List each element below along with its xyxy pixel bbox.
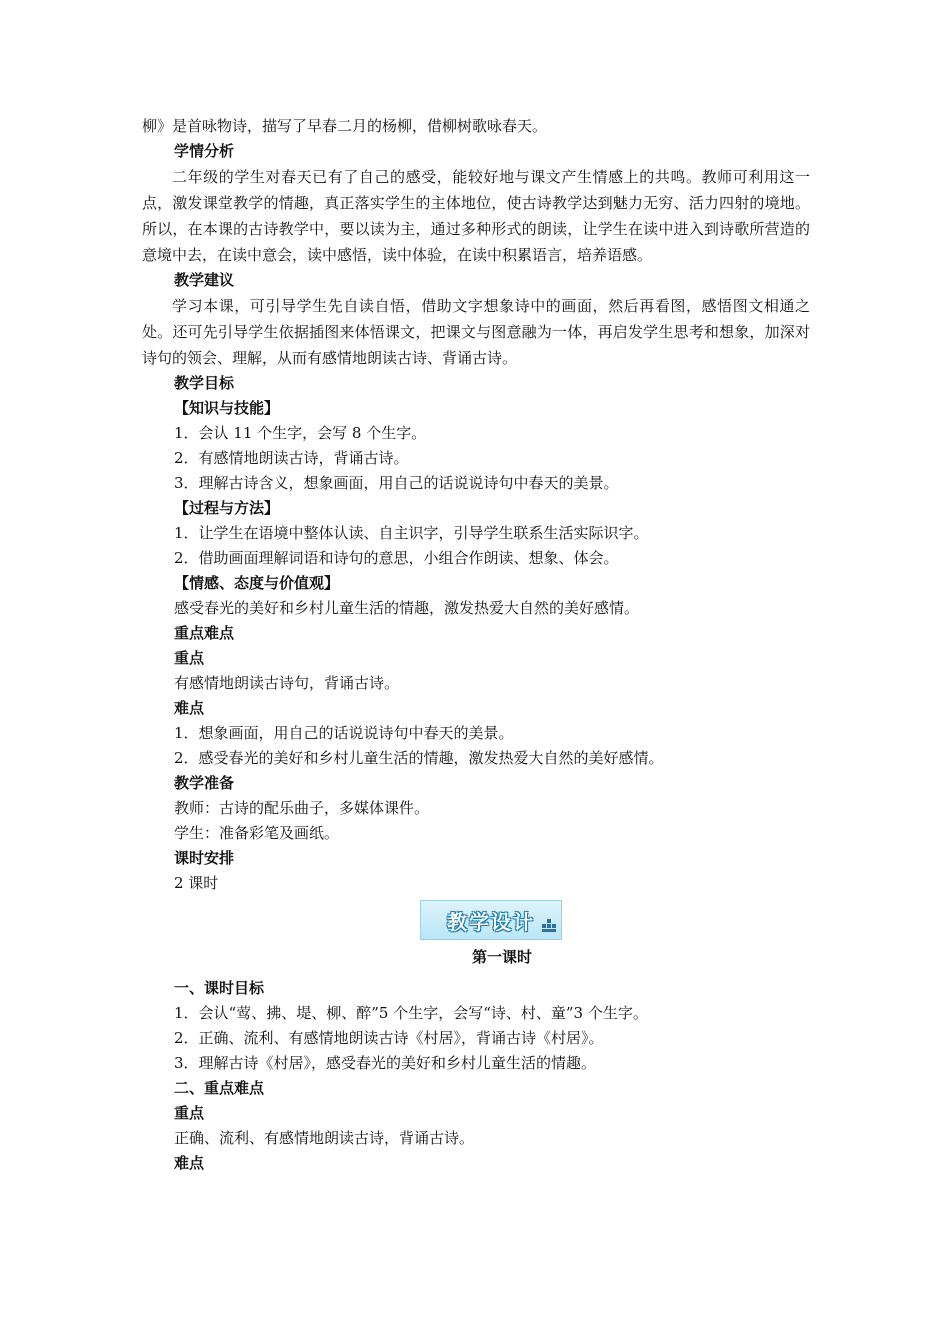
banner-label: 教学设计 — [447, 909, 535, 934]
knowledge-item: 1．会认 11 个生字，会写 8 个生字。 — [174, 424, 427, 442]
document-page — [142, 114, 810, 1176]
prep-teacher: 教师：古诗的配乐曲子，多媒体课件。 — [174, 799, 430, 817]
lesson-goal-title: 一、课时目标 — [174, 979, 265, 997]
schedule-value: 2 课时 — [174, 874, 219, 892]
process-item: 1．让学生在语境中整体认读、自主识字，引导学生联系生活实际识字。 — [174, 524, 649, 542]
lesson-zn-title: 二、重点难点 — [174, 1079, 265, 1097]
lesson-title: 第一课时 — [471, 948, 532, 966]
lesson-goal-item: 3．理解古诗《村居》，感受春光的美好和乡村儿童生活的情趣。 — [174, 1054, 597, 1072]
subheading-knowledge: 【知识与技能】 — [174, 399, 280, 417]
subheading-emotion: 【情感、态度与价值观】 — [174, 574, 340, 592]
section-title-xueqing: 学情分析 — [174, 142, 235, 160]
subheading-difficulty: 难点 — [174, 699, 205, 717]
lesson-key-text: 正确、流利、有感情地朗读古诗，背诵古诗。 — [174, 1129, 475, 1147]
process-item: 2．借助画面理解词语和诗句的意思，小组合作朗读、想象、体会。 — [174, 549, 619, 567]
emotion-text: 感受春光的美好和乡村儿童生活的情趣，激发热爱大自然的美好感情。 — [174, 599, 640, 617]
jianyi-body: 学习本课，可引导学生先自读自悟，借助文字想象诗中的画面，然后再看图，感悟图文相通之处。还可先引导学生依据插图来体悟课文，把课文与图意融为一体，再启发学生思考和想象，加深对诗句的领会、理解，从而有感情地朗读古诗、背诵古诗。 — [142, 297, 810, 367]
subheading-process: 【过程与方法】 — [174, 499, 280, 517]
knowledge-item: 3．理解古诗含义，想象画面，用自己的话说说诗句中春天的美景。 — [174, 474, 619, 492]
key-text: 有感情地朗读古诗句，背诵古诗。 — [174, 674, 400, 692]
xueqing-body: 二年级的学生对春天已有了自己的感受，能较好地与课文产生情感上的共鸣。教师可利用这一点，激发课堂教学的情趣，真正落实学生的主体地位，使古诗教学达到魅力无穷、活力四射的境地。所以，在本课的古诗教学中，要以读为主，通过多种形式的朗读，让学生在读中进入到诗歌所营造的意境中去，在读中意会，读中感悟，读中体验，在读中积累语言，培养语感。 — [142, 168, 810, 264]
blocks-icon — [542, 919, 556, 933]
design-banner-area — [142, 896, 810, 976]
lesson-key-title: 重点 — [174, 1104, 205, 1122]
knowledge-item: 2．有感情地朗读古诗，背诵古诗。 — [174, 449, 409, 467]
section-title-zhongnan: 重点难点 — [174, 624, 235, 642]
section-title-anpai: 课时安排 — [174, 849, 235, 867]
section-title-zhunbei: 教学准备 — [174, 774, 235, 792]
intro-tail: 柳》是首咏物诗，描写了早春二月的杨柳，借柳树歌咏春天。 — [142, 117, 548, 135]
difficulty-item: 2．感受春光的美好和乡村儿童生活的情趣，激发热爱大自然的美好感情。 — [174, 749, 664, 767]
lesson-diff-title: 难点 — [174, 1154, 205, 1172]
teaching-design-banner — [420, 900, 562, 940]
section-title-mubiao: 教学目标 — [174, 374, 235, 392]
lesson-goal-item: 1．会认“莺、拂、堤、柳、醉”5 个生字，会写“诗、村、童”3 个生字。 — [174, 1004, 648, 1022]
difficulty-item: 1．想象画面，用自己的话说说诗句中春天的美景。 — [174, 724, 514, 742]
section-title-jianyi: 教学建议 — [174, 271, 235, 289]
subheading-key: 重点 — [174, 649, 205, 667]
prep-student: 学生：准备彩笔及画纸。 — [174, 824, 340, 842]
lesson-goal-item: 2．正确、流利、有感情地朗读古诗《村居》，背诵古诗《村居》。 — [174, 1029, 604, 1047]
